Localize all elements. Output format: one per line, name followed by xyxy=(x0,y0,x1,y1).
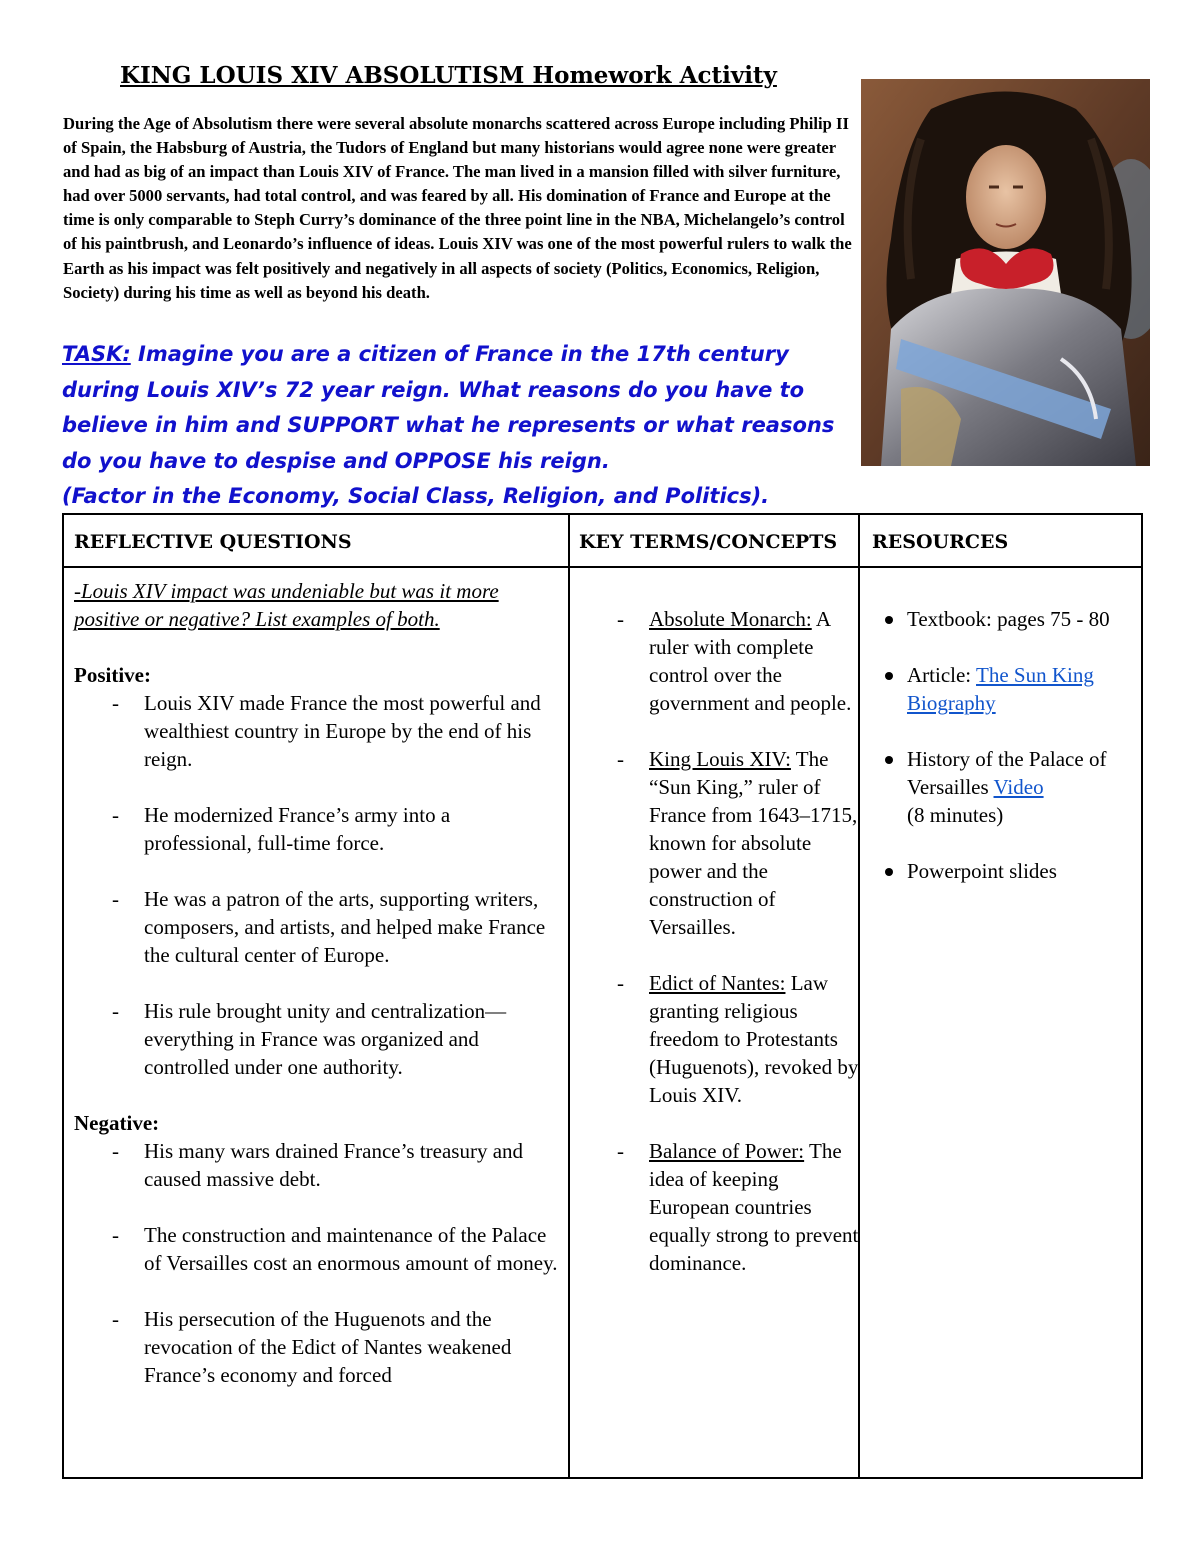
header-reflective-questions: REFLECTIVE QUESTIONS xyxy=(74,531,352,553)
spacer xyxy=(879,633,1134,661)
list-item: - Louis XIV made France the most powerful and wealthiest country in Europe by the end of his reign. xyxy=(74,689,559,773)
definition: The “Sun King,” ruler of France from 1643–1715, known for absolute power and the construction of Versailles. xyxy=(649,747,858,939)
spacer xyxy=(74,969,559,997)
reflective-questions-cell xyxy=(74,577,559,1389)
negative-heading: Negative: xyxy=(74,1111,160,1135)
spacer xyxy=(579,941,859,969)
spacer xyxy=(74,1193,559,1221)
list-item: - The construction and maintenance of the Palace of Versailles cost an enormous amount of money. xyxy=(74,1221,559,1277)
versailles-video-link[interactable]: Video xyxy=(993,775,1044,799)
video-suffix: (8 minutes) xyxy=(907,803,1004,827)
resource-article xyxy=(879,661,1134,717)
list-item: - His persecution of the Huguenots and the revocation of the Edict of Nantes weakened France’s economy and forced xyxy=(74,1305,559,1389)
task-instructions xyxy=(62,337,852,515)
term: King Louis XIV: xyxy=(649,747,791,771)
definition: Law granting religious freedom to Protestants (Huguenots), revoked by Louis XIV. xyxy=(649,971,859,1107)
task-factor: (Factor in the Economy, Social Class, Religion, and Politics). xyxy=(62,484,770,508)
key-term-item xyxy=(579,1137,859,1277)
sun-king-biography-link[interactable]: The Sun King Biography xyxy=(907,663,1094,715)
positive-list xyxy=(74,689,559,1081)
spacer xyxy=(579,1109,859,1137)
term: Edict of Nantes: xyxy=(649,971,786,995)
key-terms-cell xyxy=(579,605,859,1277)
list-item: - He modernized France’s army into a professional, full-time force. xyxy=(74,801,559,857)
resource-video xyxy=(879,745,1134,829)
key-term-item xyxy=(579,605,859,717)
key-term-item xyxy=(579,745,859,941)
resource-powerpoint: Powerpoint slides xyxy=(879,857,1134,885)
task-label: TASK: xyxy=(62,342,131,366)
spacer xyxy=(879,829,1134,857)
activity-table xyxy=(62,513,1143,1479)
definition: The idea of keeping European countries equally strong to prevent dominance. xyxy=(649,1139,859,1275)
spacer xyxy=(74,773,559,801)
header-key-terms: KEY TERMS/CONCEPTS xyxy=(579,531,838,553)
spacer xyxy=(579,717,859,745)
key-term-item xyxy=(579,969,859,1109)
spacer xyxy=(879,717,1134,745)
resources-cell xyxy=(879,605,1134,885)
intro-paragraph: During the Age of Absolutism there were several absolute monarchs scattered across Europe including Philip II of Spain, the Habsburg of Austria, the Tudors of England but many historians would agree none were greater and had as big of an impact than Louis XIV of France. The man lived in a mansion filled with silver furniture, had over 5000 servants, had total control, and was feared by all. His domination of France and Europe at the time is only comparable to Steph Curry’s dominance of the three point line in the NBA, Michelangelo’s control of his paintbrush, and Leonardo’s influence of ideas. Louis XIV was one of the most powerful rulers to walk the Earth as his impact was felt positively and negatively in all aspects of society (Politics, Economics, Religion, Society) during his time as well as beyond his death. xyxy=(63,114,852,302)
list-item: - His rule brought unity and centralization—everything in France was organized and controlled under one authority. xyxy=(74,997,559,1081)
definition: A ruler with complete control over the government and people. xyxy=(649,607,852,715)
positive-heading: Positive: xyxy=(74,663,151,687)
page-title: KING LOUIS XIV ABSOLUTISM Homework Activity xyxy=(120,62,777,89)
spacer xyxy=(74,857,559,885)
negative-list xyxy=(74,1137,559,1389)
video-prefix: History of the Palace of Versailles xyxy=(907,747,1107,799)
header-resources: RESOURCES xyxy=(872,531,1009,553)
resource-textbook: Textbook: pages 75 - 80 xyxy=(879,605,1134,633)
louis-xiv-portrait xyxy=(861,79,1150,466)
term: Balance of Power: xyxy=(649,1139,805,1163)
task-text: Imagine you are a citizen of France in the 17th century during Louis XIV’s 72 year reign. What reasons do you have to believe in him and SUPPORT what he represents or what reasons do you have to despise and OPPOSE his reign. xyxy=(62,342,835,473)
list-item: - His many wars drained France’s treasury and caused massive debt. xyxy=(74,1137,559,1193)
term: Absolute Monarch: xyxy=(649,607,812,631)
column-divider xyxy=(568,515,570,1477)
spacer xyxy=(74,1277,559,1305)
reflective-prompt: -Louis XIV impact was undeniable but was it more positive or negative? List examples of both. xyxy=(74,579,499,631)
header-divider xyxy=(64,566,1141,568)
article-prefix: Article: xyxy=(907,663,977,687)
list-item: - He was a patron of the arts, supporting writers, composers, and artists, and helped make France the cultural center of Europe. xyxy=(74,885,559,969)
